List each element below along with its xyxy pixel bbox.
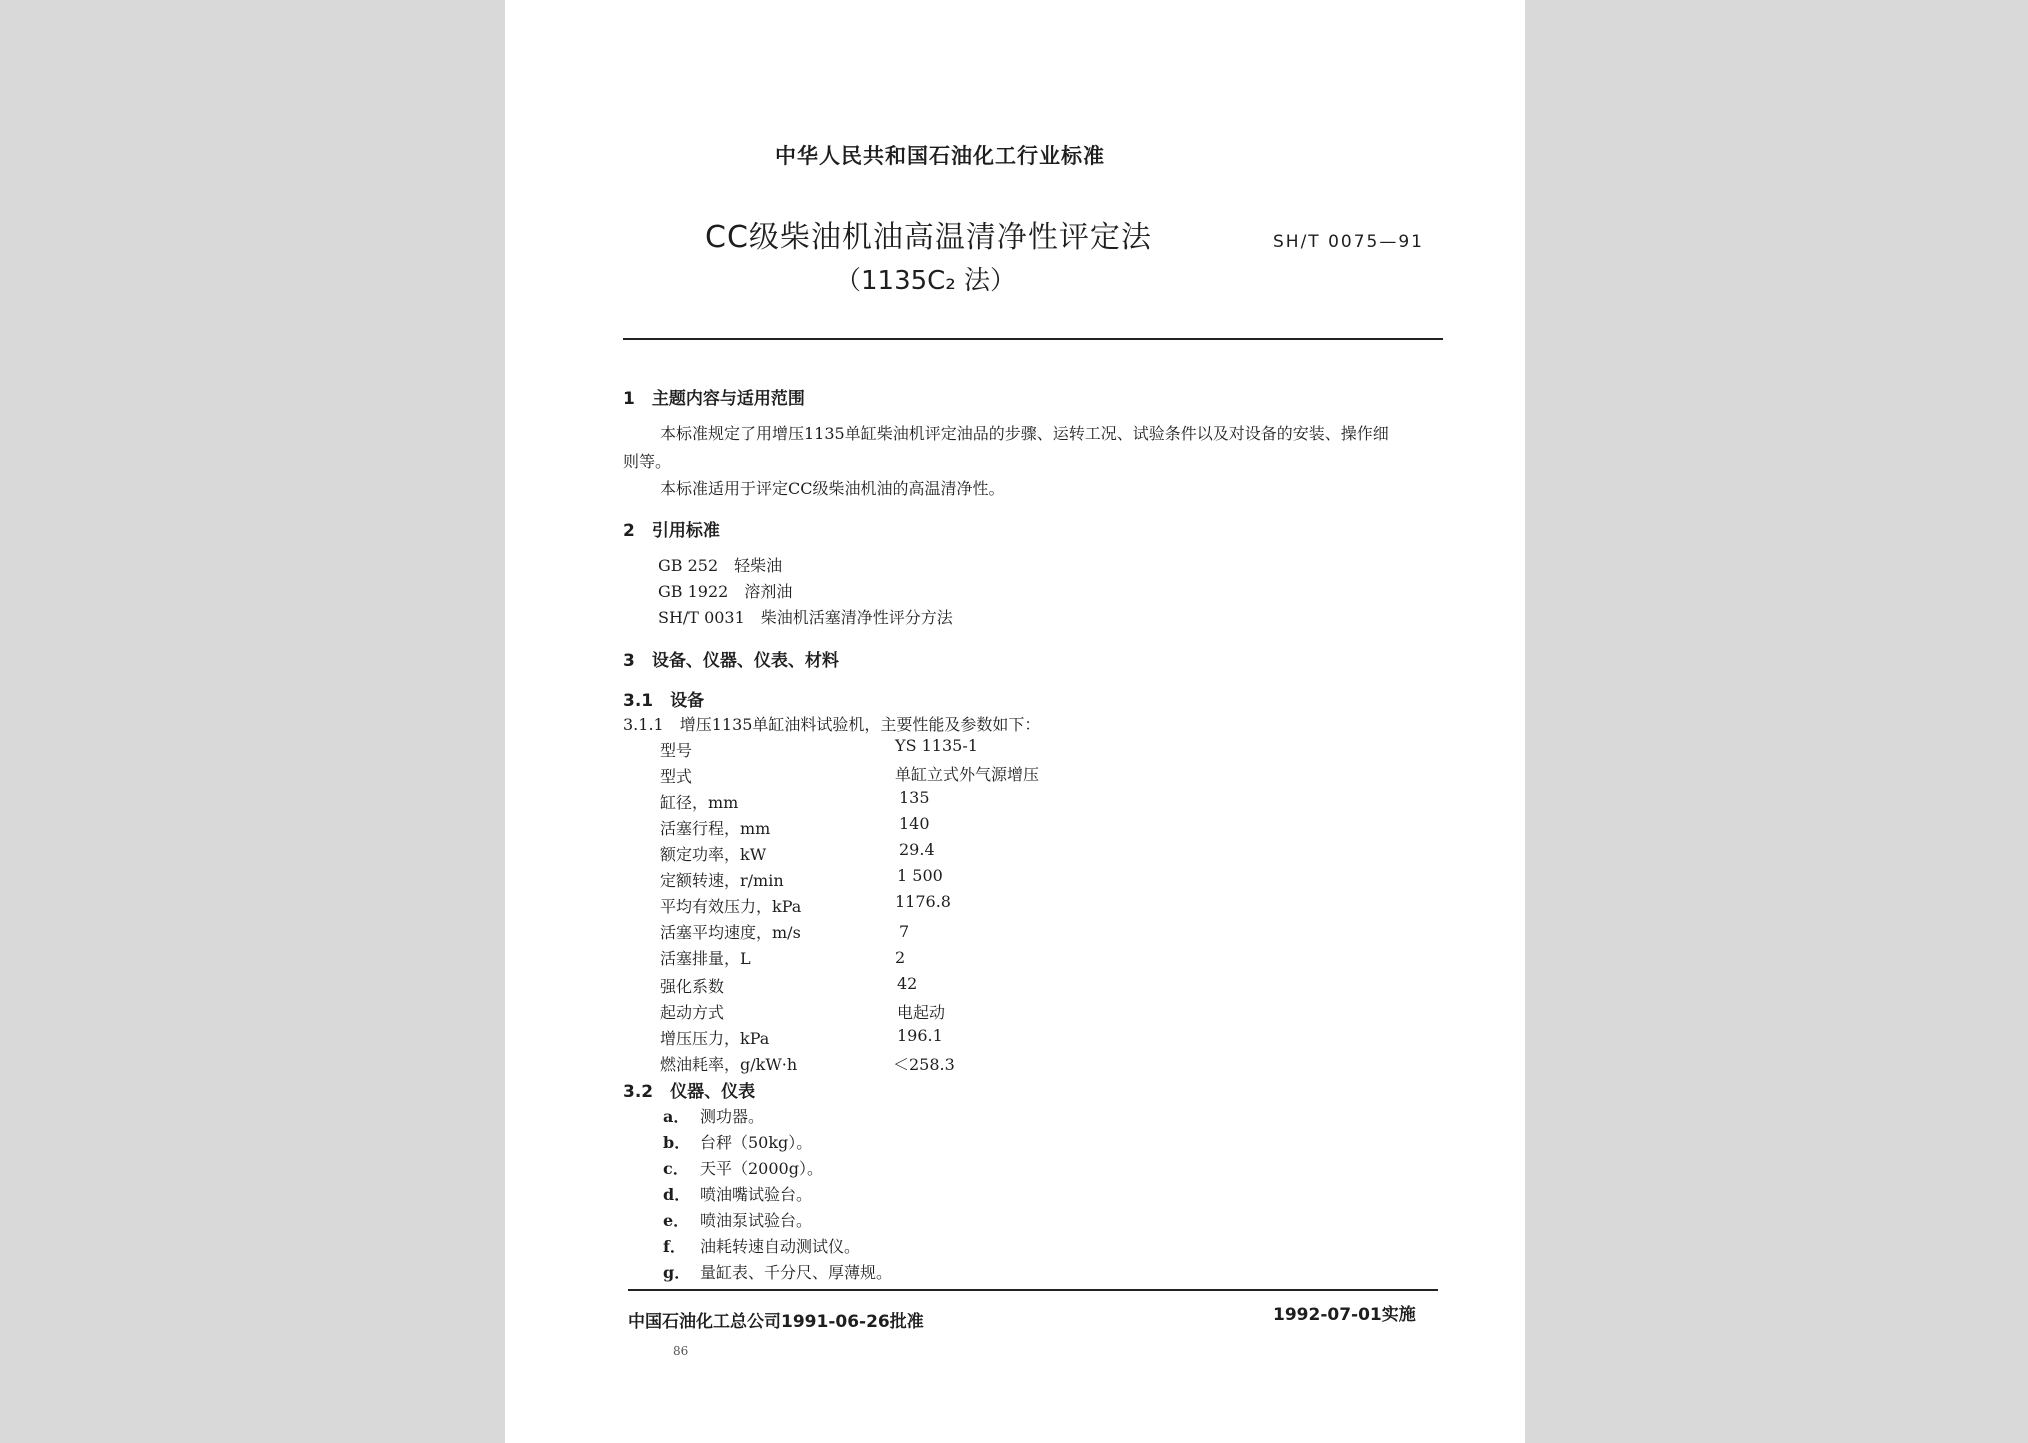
page-number: 86 xyxy=(673,1344,689,1358)
list-item: 油耗转速自动测试仪。 xyxy=(700,1237,861,1256)
spec-label: 增压压力，kPa xyxy=(660,1029,770,1048)
approval-date: 中国石油化工总公司1991-06-26批准 xyxy=(628,1312,924,1332)
spec-label: 燃油耗率，g/kW·h xyxy=(660,1055,798,1074)
spec-label: 活塞行程，mm xyxy=(660,819,771,838)
spec-label: 额定功率，kW xyxy=(660,845,767,864)
spec-value: ＜258.3 xyxy=(893,1055,955,1074)
reference-item: GB 1922 溶剂油 xyxy=(658,582,793,601)
list-item: 天平（2000g）。 xyxy=(700,1159,823,1178)
spec-label: 起动方式 xyxy=(660,1003,725,1022)
bottom-divider xyxy=(628,1289,1438,1291)
spec-label: 强化系数 xyxy=(660,977,725,996)
effective-date: 1992-07-01实施 xyxy=(1273,1305,1416,1325)
spec-value: 42 xyxy=(897,974,918,993)
spec-value: 29.4 xyxy=(899,840,935,859)
spec-label: 平均有效压力，kPa xyxy=(660,897,802,916)
section-2-heading: 2 引用标准 xyxy=(623,521,720,541)
spec-value: 140 xyxy=(899,814,930,833)
subsection-3-1-heading: 3.1 设备 xyxy=(623,691,705,711)
list-key: b． xyxy=(663,1133,691,1152)
document-subtitle: （1135C₂ 法） xyxy=(835,266,1017,296)
spec-value: 196.1 xyxy=(897,1026,943,1045)
spec-label: 定额转速，r/min xyxy=(660,871,784,890)
section-1-para1-line2: 则等。 xyxy=(623,452,672,471)
document-page xyxy=(505,0,1525,1443)
list-key: d． xyxy=(663,1185,691,1204)
list-key: e． xyxy=(663,1211,690,1230)
list-key: f． xyxy=(663,1237,686,1256)
list-key: g． xyxy=(663,1263,691,1282)
list-item: 喷油泵试验台。 xyxy=(700,1211,813,1230)
spec-label: 活塞排量，L xyxy=(660,949,751,968)
reference-item: GB 252 轻柴油 xyxy=(658,556,783,575)
spec-value: 2 xyxy=(895,948,906,967)
section-1-heading: 1 主题内容与适用范围 xyxy=(623,389,805,409)
spec-value: 135 xyxy=(899,788,930,807)
spec-value: 电起动 xyxy=(897,1003,946,1022)
document-title: CC级柴油机油高温清净性评定法 xyxy=(705,220,1152,255)
spec-value: 1176.8 xyxy=(895,892,951,911)
list-item: 测功器。 xyxy=(700,1107,765,1126)
reference-item: SH/T 0031 柴油机活塞清净性评分方法 xyxy=(658,608,953,627)
list-item: 台秤（50kg）。 xyxy=(700,1133,813,1152)
top-divider xyxy=(623,338,1443,340)
spec-value: YS 1135-1 xyxy=(895,736,978,755)
spec-value: 1 500 xyxy=(897,866,943,885)
section-1-para1-line1: 本标准规定了用增压1135单缸柴油机评定油品的步骤、运转工况、试验条件以及对设备的安装、操作细 xyxy=(660,424,1389,443)
subsection-3-1-1-text: 3.1.1 增压1135单缸油料试验机，主要性能及参数如下： xyxy=(623,715,1041,734)
spec-label: 缸径，mm xyxy=(660,793,739,812)
list-item: 喷油嘴试验台。 xyxy=(700,1185,813,1204)
list-key: a． xyxy=(663,1107,690,1126)
subsection-3-2-heading: 3.2 仪器、仪表 xyxy=(623,1082,756,1102)
list-item: 量缸表、千分尺、厚薄规。 xyxy=(700,1263,893,1282)
list-key: c． xyxy=(663,1159,689,1178)
section-3-heading: 3 设备、仪器、仪表、材料 xyxy=(623,651,839,671)
spec-value: 单缸立式外气源增压 xyxy=(895,765,1040,784)
spec-label: 型式 xyxy=(660,767,693,786)
spec-label: 活塞平均速度，m/s xyxy=(660,923,801,942)
standard-header: 中华人民共和国石油化工行业标准 xyxy=(775,144,1105,168)
section-1-para2: 本标准适用于评定CC级柴油机油的高温清净性。 xyxy=(660,479,1005,498)
spec-value: 7 xyxy=(899,922,910,941)
spec-label: 型号 xyxy=(660,741,693,760)
standard-code: SH/T 0075—91 xyxy=(1273,232,1424,252)
